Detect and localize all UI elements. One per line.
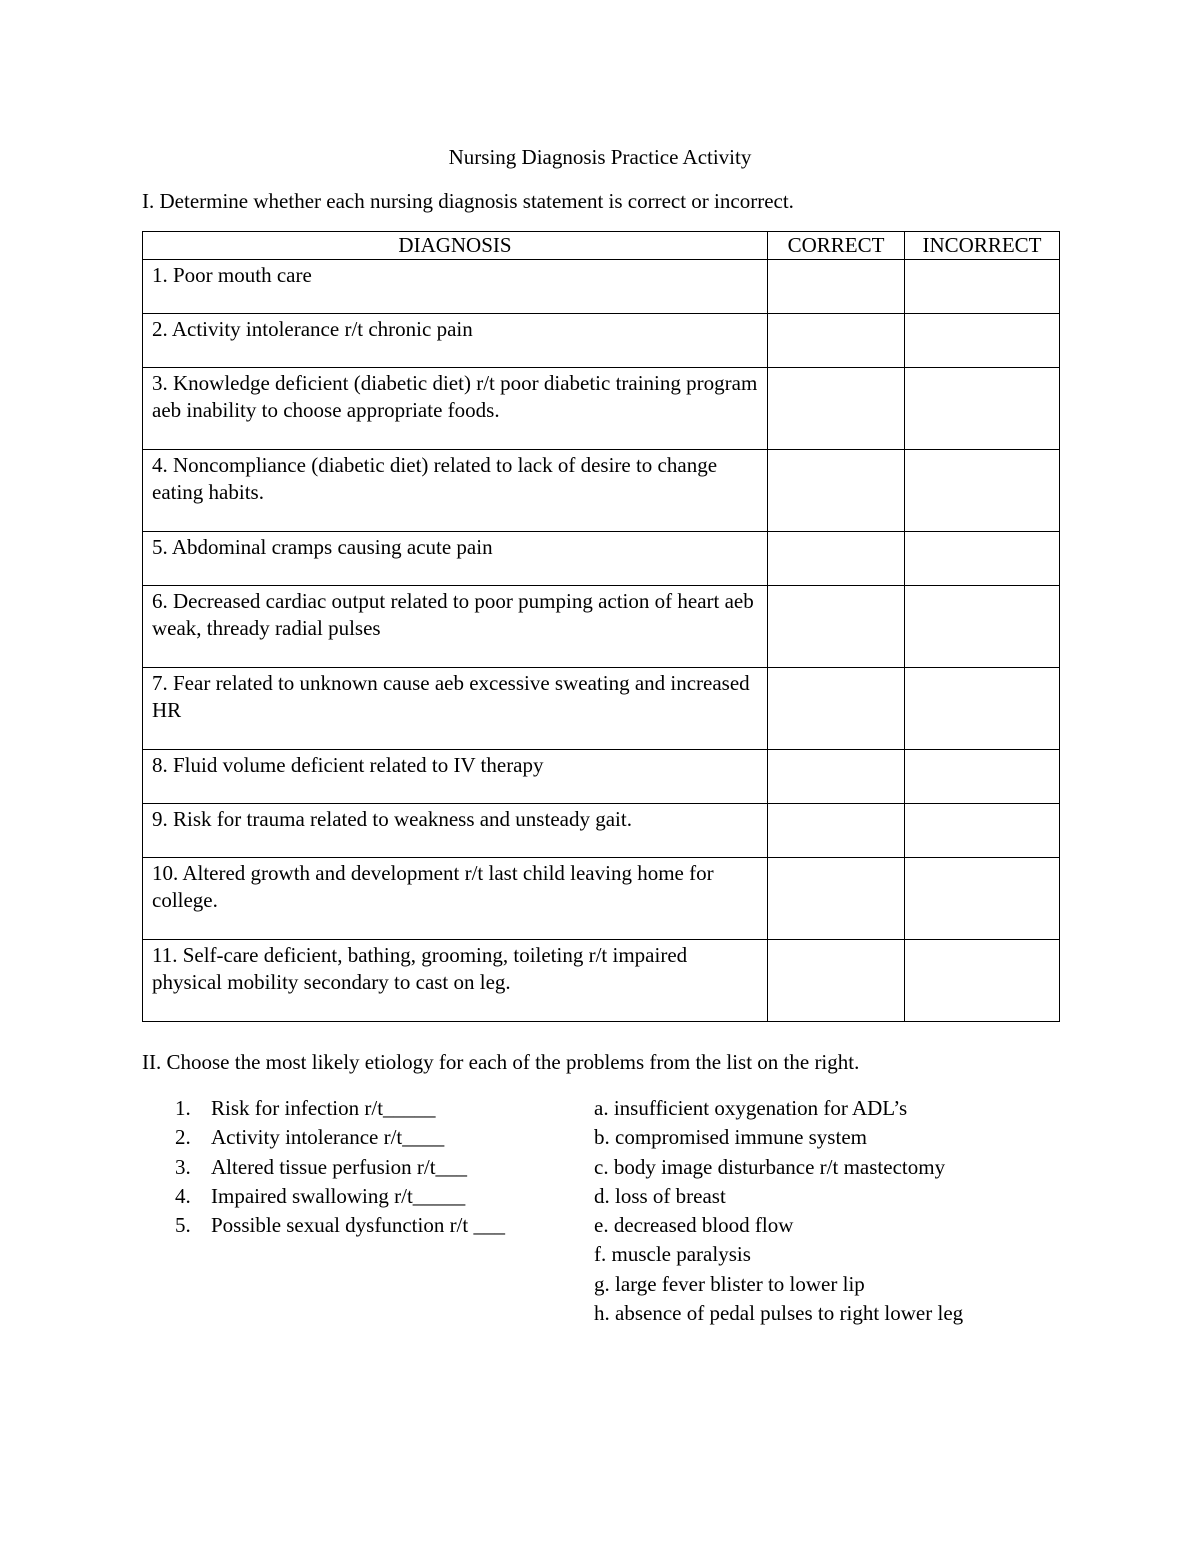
list-item — [175, 1123, 505, 1152]
list-item: e. decreased blood flow — [594, 1213, 794, 1238]
problem-number: 3. — [175, 1154, 191, 1179]
table-row — [143, 858, 1060, 940]
correct-cell[interactable] — [768, 260, 905, 314]
list-item — [175, 1153, 505, 1182]
table-row — [143, 532, 1060, 586]
correct-cell[interactable] — [768, 668, 905, 750]
diagnosis-cell: 4. Noncompliance (diabetic diet) related to lack of desire to change eating habits. — [143, 450, 768, 532]
list-item: c. body image disturbance r/t mastectomy — [594, 1154, 946, 1179]
list-item: g. large fever blister to lower lip — [594, 1271, 865, 1296]
table-header-row — [143, 232, 1060, 260]
table-row — [143, 804, 1060, 858]
incorrect-cell[interactable] — [905, 668, 1060, 750]
list-item: b. compromised immune system — [594, 1125, 867, 1150]
correct-cell[interactable] — [768, 586, 905, 668]
incorrect-cell[interactable] — [905, 368, 1060, 450]
incorrect-cell[interactable] — [905, 940, 1060, 1022]
incorrect-cell[interactable] — [905, 532, 1060, 586]
list-item — [175, 1211, 505, 1240]
diagnosis-cell: 11. Self-care deficient, bathing, grooming, toileting r/t impaired physical mobility secondary to cast on leg. — [143, 940, 768, 1022]
column-header-correct: CORRECT — [768, 232, 905, 260]
etiology-list — [594, 1094, 963, 1328]
table-row — [143, 314, 1060, 368]
correct-cell[interactable] — [768, 750, 905, 804]
problem-text: Impaired swallowing r/t_____ — [211, 1183, 466, 1208]
problem-list — [175, 1094, 505, 1240]
table-row — [143, 586, 1060, 668]
problem-number: 5. — [175, 1213, 191, 1238]
correct-cell[interactable] — [768, 804, 905, 858]
correct-cell[interactable] — [768, 940, 905, 1022]
diagnosis-table — [142, 231, 1060, 1022]
incorrect-cell[interactable] — [905, 858, 1060, 940]
section-1-heading: I. Determine whether each nursing diagnosis statement is correct or incorrect. — [142, 189, 794, 213]
incorrect-cell[interactable] — [905, 314, 1060, 368]
column-header-incorrect: INCORRECT — [905, 232, 1060, 260]
incorrect-cell[interactable] — [905, 750, 1060, 804]
table-row — [143, 940, 1060, 1022]
problem-number: 2. — [175, 1125, 191, 1150]
problem-text: Activity intolerance r/t____ — [211, 1125, 445, 1150]
column-header-diagnosis: DIAGNOSIS — [143, 232, 768, 260]
list-item: h. absence of pedal pulses to right lower leg — [594, 1301, 964, 1326]
diagnosis-cell: 7. Fear related to unknown cause aeb excessive sweating and increased HR — [143, 668, 768, 750]
list-item: f. muscle paralysis — [594, 1242, 751, 1267]
page-title: Nursing Diagnosis Practice Activity — [448, 145, 752, 169]
incorrect-cell[interactable] — [905, 450, 1060, 532]
diagnosis-cell: 2. Activity intolerance r/t chronic pain — [143, 314, 768, 368]
list-item: a. insufficient oxygenation for ADL’s — [594, 1096, 908, 1120]
correct-cell[interactable] — [768, 314, 905, 368]
incorrect-cell[interactable] — [905, 260, 1060, 314]
correct-cell[interactable] — [768, 532, 905, 586]
problem-number: 4. — [175, 1183, 191, 1208]
correct-cell[interactable] — [768, 368, 905, 450]
list-item — [175, 1182, 505, 1211]
problem-text: Possible sexual dysfunction r/t ___ — [211, 1213, 505, 1238]
table-row — [143, 668, 1060, 750]
diagnosis-cell: 6. Decreased cardiac output related to poor pumping action of heart aeb weak, thready radial pulses — [143, 586, 768, 668]
table-row — [143, 450, 1060, 532]
diagnosis-cell: 3. Knowledge deficient (diabetic diet) r/t poor diabetic training program aeb inability to choose appropriate foods. — [143, 368, 768, 450]
diagnosis-cell: 5. Abdominal cramps causing acute pain — [143, 532, 768, 586]
correct-cell[interactable] — [768, 450, 905, 532]
correct-cell[interactable] — [768, 858, 905, 940]
section-2-heading: II. Choose the most likely etiology for each of the problems from the list on the right. — [142, 1050, 860, 1074]
problem-text: Altered tissue perfusion r/t___ — [211, 1154, 468, 1179]
diagnosis-cell: 1. Poor mouth care — [143, 260, 768, 314]
diagnosis-cell: 9. Risk for trauma related to weakness and unsteady gait. — [143, 804, 768, 858]
table-row — [143, 750, 1060, 804]
list-item: d. loss of breast — [594, 1183, 726, 1208]
table-row — [143, 368, 1060, 450]
problem-text: Risk for infection r/t_____ — [211, 1096, 436, 1120]
list-item — [175, 1094, 505, 1123]
incorrect-cell[interactable] — [905, 586, 1060, 668]
diagnosis-cell: 8. Fluid volume deficient related to IV therapy — [143, 750, 768, 804]
diagnosis-cell: 10. Altered growth and development r/t last child leaving home for college. — [143, 858, 768, 940]
table-row — [143, 260, 1060, 314]
incorrect-cell[interactable] — [905, 804, 1060, 858]
problem-number: 1. — [175, 1096, 191, 1120]
